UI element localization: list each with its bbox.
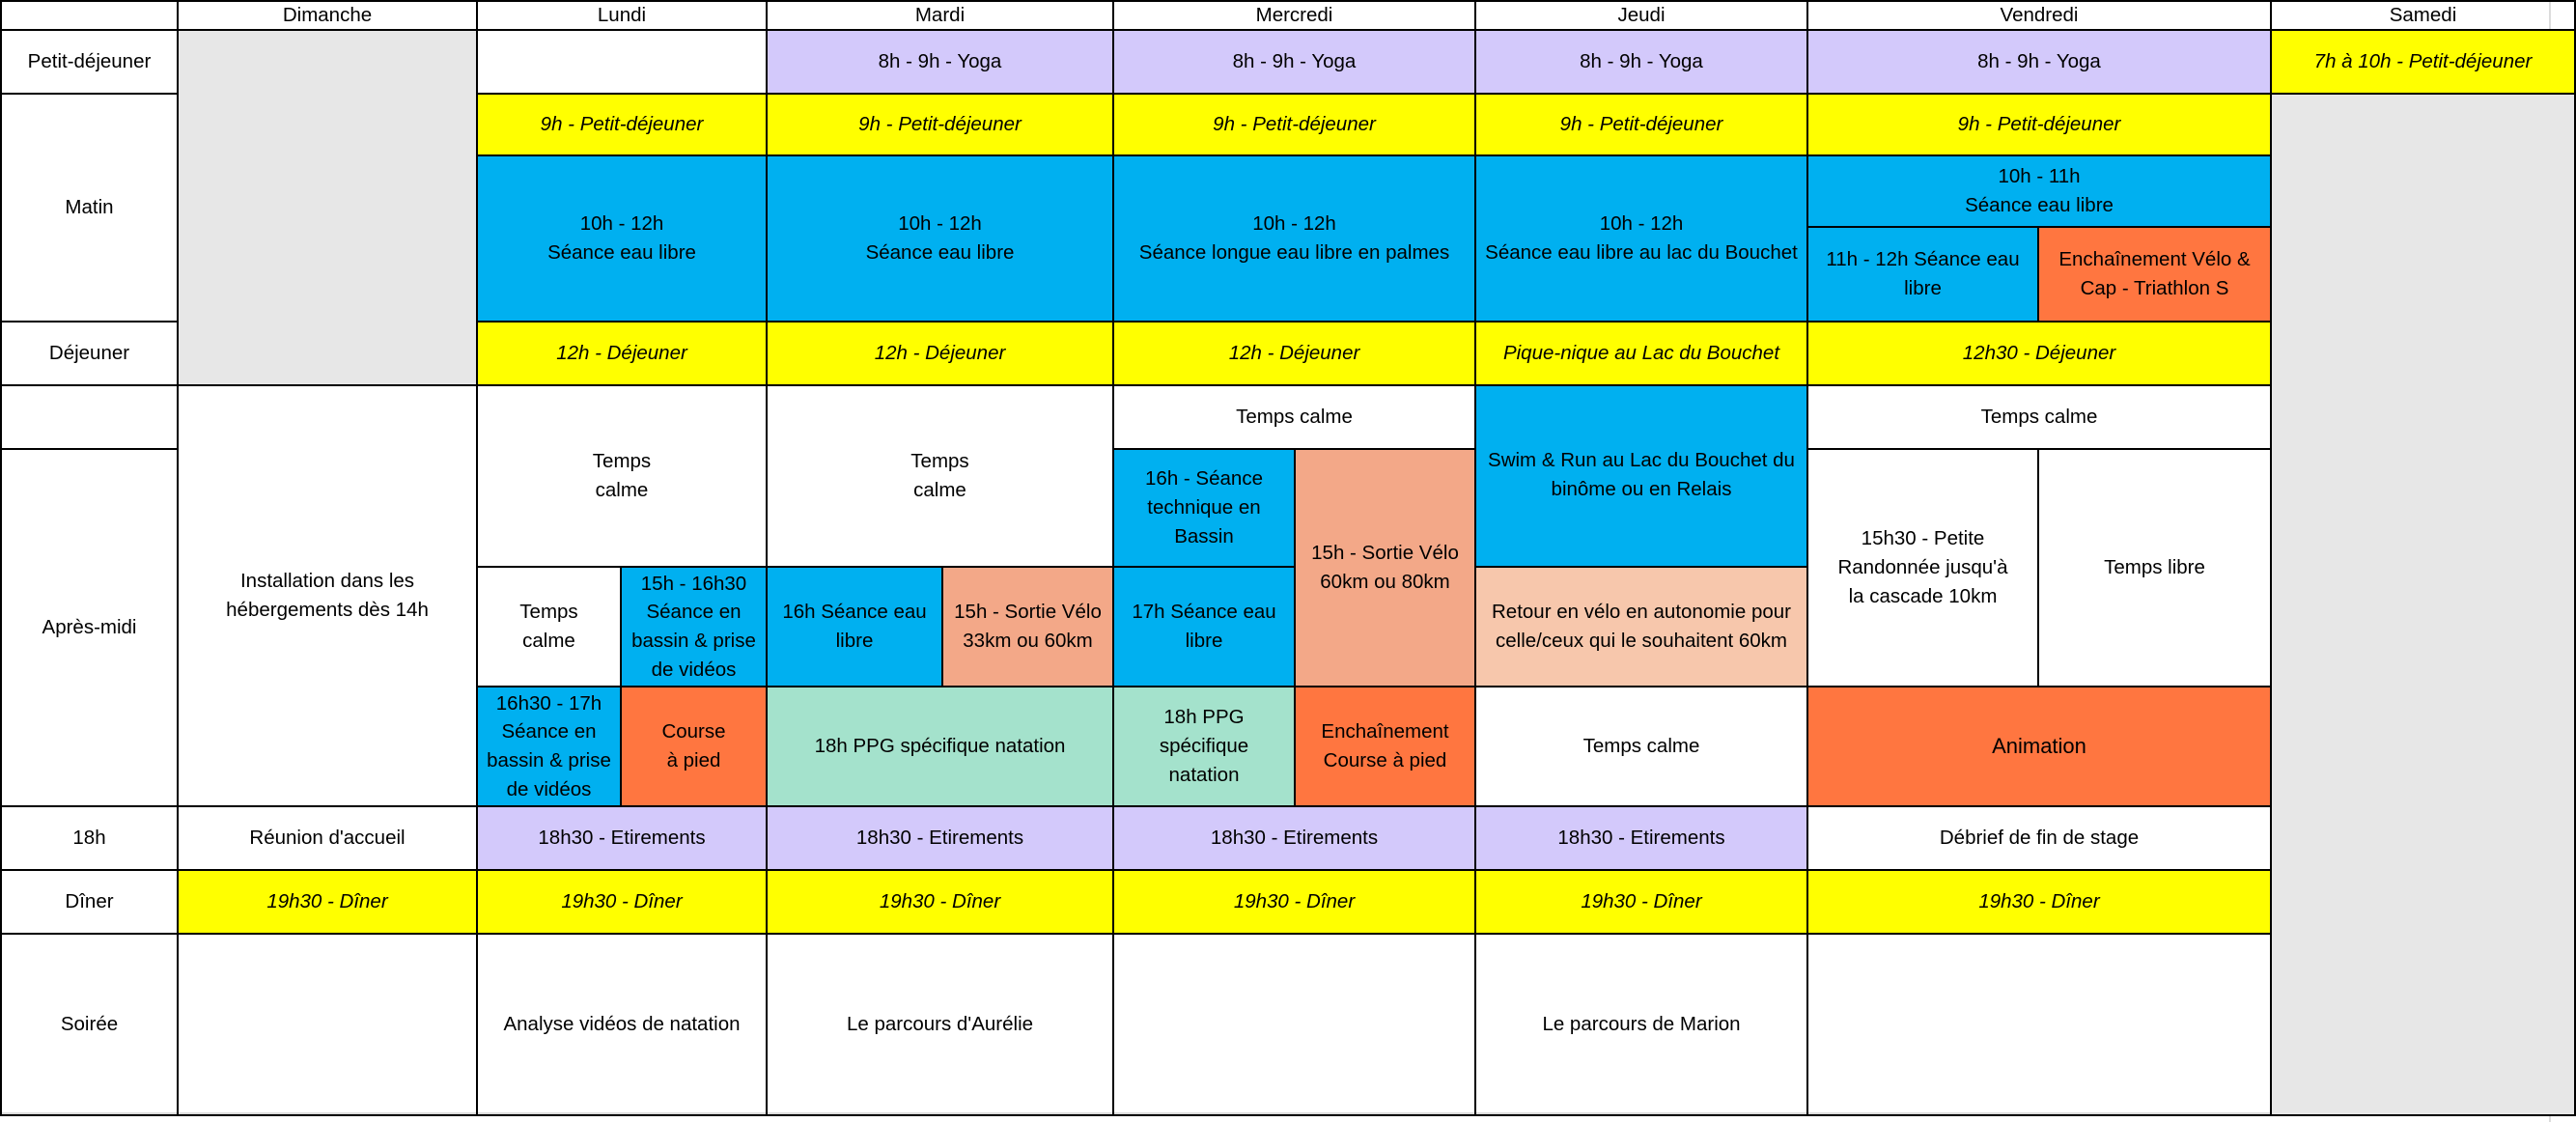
mercredi-dejeuner: 12h - Déjeuner (1112, 321, 1476, 386)
mardi-sortie-velo: 15h - Sortie Vélo 33km ou 60km (941, 566, 1114, 687)
lundi-bassin-video: 15h - 16h30 Séance en bassin & prise de vidéos (620, 566, 768, 687)
lundi-temps-calme-2: Temps calme (476, 566, 622, 687)
mardi-etirements: 18h30 - Etirements (766, 805, 1114, 871)
samedi-rest-empty (2270, 93, 2576, 1116)
mardi-yoga: 8h - 9h - Yoga (766, 29, 1114, 95)
lundi-etirements: 18h30 - Etirements (476, 805, 768, 871)
vendredi-matin-eau-libre-1: 10h - 11h Séance eau libre (1806, 154, 2272, 228)
lundi-soiree: Analyse vidéos de natation (476, 933, 768, 1116)
vendredi-temps-calme: Temps calme (1806, 384, 2272, 450)
header-day-mercredi: Mercredi (1112, 0, 1476, 31)
vendredi-yoga: 8h - 9h - Yoga (1806, 29, 2272, 95)
row-label-apres-midi: Après-midi (0, 448, 179, 807)
lundi-diner: 19h30 - Dîner (476, 869, 768, 935)
mardi-petit-dejeuner: 9h - Petit-déjeuner (766, 93, 1114, 156)
lundi-petit-dej-empty (476, 29, 768, 95)
mercredi-diner: 19h30 - Dîner (1112, 869, 1476, 935)
jeudi-diner: 19h30 - Dîner (1474, 869, 1808, 935)
mercredi-etirements: 18h30 - Etirements (1112, 805, 1476, 871)
mercredi-sortie-velo: 15h - Sortie Vélo 60km ou 80km (1294, 448, 1476, 687)
mercredi-soiree (1112, 933, 1476, 1116)
jeudi-temps-calme: Temps calme (1474, 686, 1808, 807)
mercredi-enchainement: Enchaînement Course à pied (1294, 686, 1476, 807)
jeudi-soiree: Le parcours de Marion (1474, 933, 1808, 1116)
vendredi-soiree (1806, 933, 2272, 1116)
mardi-diner: 19h30 - Dîner (766, 869, 1114, 935)
dimanche-diner: 19h30 - Dîner (177, 869, 478, 935)
mercredi-temps-calme: Temps calme (1112, 384, 1476, 450)
header-day-jeudi: Jeudi (1474, 0, 1808, 31)
header-day-lundi: Lundi (476, 0, 768, 31)
mercredi-seance-technique: 16h - Séance technique en Bassin (1112, 448, 1296, 568)
mercredi-yoga: 8h - 9h - Yoga (1112, 29, 1476, 95)
vendredi-diner: 19h30 - Dîner (1806, 869, 2272, 935)
lundi-bassin-video-2: 16h30 - 17h Séance en bassin & prise de vidéos (476, 686, 622, 807)
jeudi-etirements: 18h30 - Etirements (1474, 805, 1808, 871)
vendredi-animation: Animation (1806, 686, 2272, 807)
jeudi-matin-lac: 10h - 12h Séance eau libre au lac du Bouchet (1474, 154, 1808, 323)
mardi-eau-libre: 16h Séance eau libre (766, 566, 943, 687)
mercredi-petit-dejeuner: 9h - Petit-déjeuner (1112, 93, 1476, 156)
vendredi-randonnee: 15h30 - Petite Randonnée jusqu'à la cascade 10km (1806, 448, 2039, 687)
header-day-mardi: Mardi (766, 0, 1114, 31)
row-label-dejeuner: Déjeuner (0, 321, 179, 386)
jeudi-swim-run: Swim & Run au Lac du Bouchet du binôme ou en Relais (1474, 384, 1808, 568)
dimanche-soiree (177, 933, 478, 1116)
dimanche-installation: Installation dans les hébergements dès 14h (177, 384, 478, 807)
row-label-petit-dejeuner: Petit-déjeuner (0, 29, 179, 95)
mardi-dejeuner: 12h - Déjeuner (766, 321, 1114, 386)
lundi-temps-calme: Temps calme (476, 384, 768, 568)
row-label-matin: Matin (0, 93, 179, 323)
jeudi-pique-nique: Pique-nique au Lac du Bouchet (1474, 321, 1808, 386)
row-label-18h: 18h (0, 805, 179, 871)
jeudi-yoga: 8h - 9h - Yoga (1474, 29, 1808, 95)
mardi-soiree: Le parcours d'Aurélie (766, 933, 1114, 1116)
vendredi-temps-libre: Temps libre (2037, 448, 2272, 687)
vendredi-matin-eau-libre-2: 11h - 12h Séance eau libre (1806, 226, 2039, 323)
vendredi-debrief: Débrief de fin de stage (1806, 805, 2272, 871)
mardi-ppg: 18h PPG spécifique natation (766, 686, 1114, 807)
lundi-course-a-pied: Course à pied (620, 686, 768, 807)
jeudi-petit-dejeuner: 9h - Petit-déjeuner (1474, 93, 1808, 156)
mardi-matin-eau-libre: 10h - 12h Séance eau libre (766, 154, 1114, 323)
vendredi-dejeuner: 12h30 - Déjeuner (1806, 321, 2272, 386)
lundi-dejeuner: 12h - Déjeuner (476, 321, 768, 386)
mardi-temps-calme: Temps calme (766, 384, 1114, 568)
mercredi-matin-eau-libre: 10h - 12h Séance longue eau libre en palmes (1112, 154, 1476, 323)
lundi-petit-dejeuner: 9h - Petit-déjeuner (476, 93, 768, 156)
samedi-petit-dejeuner: 7h à 10h - Petit-déjeuner (2270, 29, 2576, 95)
header-day-vendredi: Vendredi (1806, 0, 2272, 31)
dimanche-morning-empty (177, 29, 478, 386)
row-label-empty (0, 384, 179, 450)
dimanche-reunion: Réunion d'accueil (177, 805, 478, 871)
vendredi-petit-dejeuner: 9h - Petit-déjeuner (1806, 93, 2272, 156)
header-day-samedi: Samedi (2270, 0, 2576, 31)
lundi-matin-eau-libre: 10h - 12h Séance eau libre (476, 154, 768, 323)
header-day-dimanche: Dimanche (177, 0, 478, 31)
row-label-diner: Dîner (0, 869, 179, 935)
mercredi-eau-libre: 17h Séance eau libre (1112, 566, 1296, 687)
mercredi-ppg: 18h PPG spécifique natation (1112, 686, 1296, 807)
vendredi-enchainement-triathlon: Enchaînement Vélo & Cap - Triathlon S (2037, 226, 2272, 323)
row-label-soiree: Soirée (0, 933, 179, 1116)
header-corner (0, 0, 179, 31)
jeudi-retour-velo: Retour en vélo en autonomie pour celle/ceux qui le souhaitent 60km (1474, 566, 1808, 687)
